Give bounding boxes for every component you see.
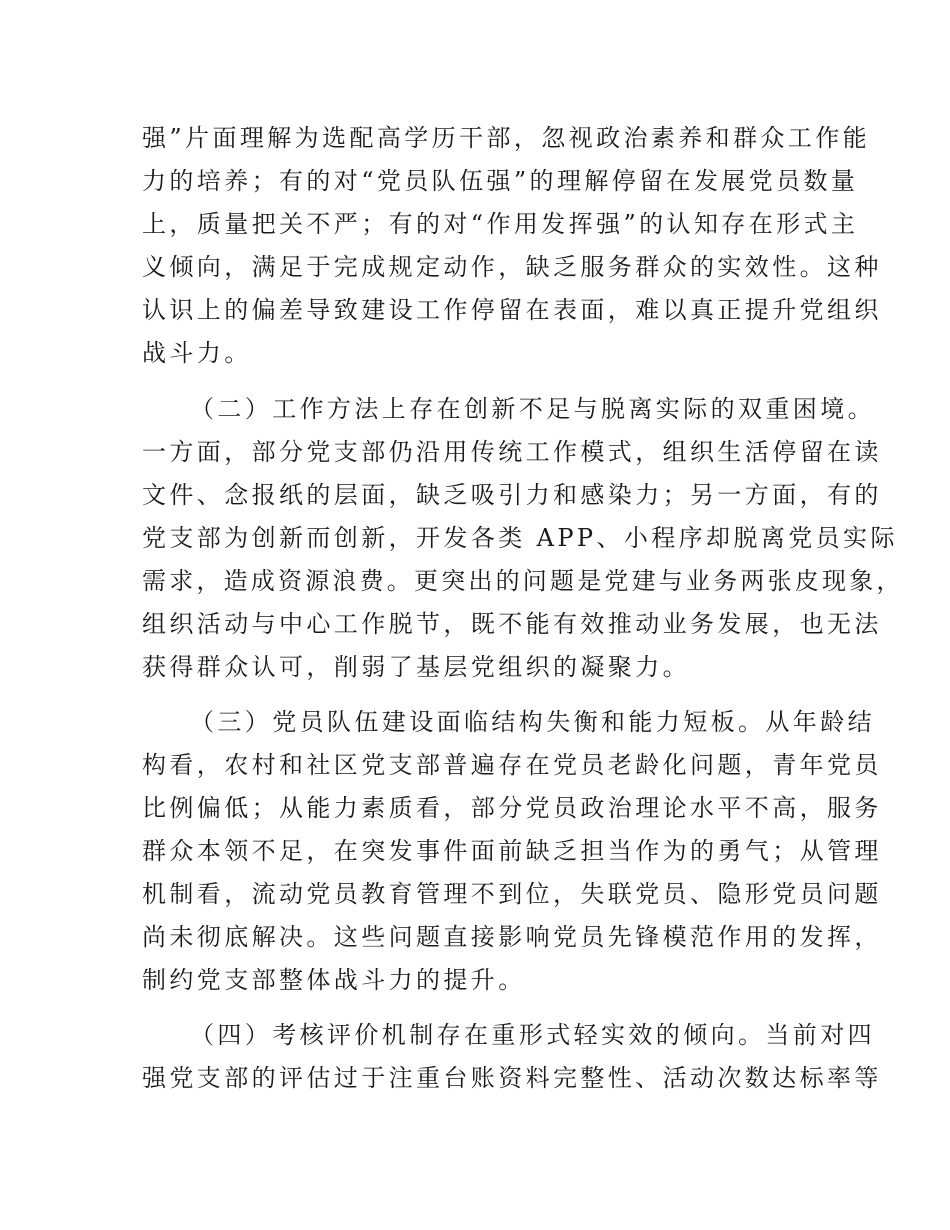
text-line: 获得群众认可，削弱了基层党组织的凝聚力。	[142, 653, 690, 681]
text-line: 强党支部的评估过于注重台账资料完整性、活动次数达标率等	[142, 1064, 882, 1092]
text-line: 力的培养；有的对“党员队伍强”的理解停留在发展党员数量	[142, 167, 859, 195]
text-line: 组织活动与中心工作脱节，既不能有效推动业务发展，也无法	[142, 610, 882, 638]
text-line: 一方面，部分党支部仍沿用传统工作模式，组织生活停留在读	[142, 438, 882, 466]
text-line: 认识上的偏差导致建设工作停留在表面，难以真正提升党组织	[142, 296, 882, 324]
text-line: （三）党员队伍建设面临结构失衡和能力短板。从年龄结	[190, 708, 875, 736]
text-line: 上，质量把关不严；有的对“作用发挥强”的认知存在形式主	[142, 210, 859, 238]
text-line: （二）工作方法上存在创新不足与脱离实际的双重困境。	[190, 395, 875, 423]
text-line: 文件、念报纸的层面，缺乏吸引力和感染力；另一方面，有的	[142, 481, 882, 509]
text-line: 构看，农村和社区党支部普遍存在党员老龄化问题，青年党员	[142, 751, 882, 779]
text-line: 强”片面理解为选配高学历干部，忽视政治素养和群众工作能	[142, 124, 871, 152]
text-line: 义倾向，满足于完成规定动作，缺乏服务群众的实效性。这种	[142, 253, 882, 281]
text-line: 群众本领不足，在突发事件面前缺乏担当作为的勇气；从管理	[142, 837, 882, 865]
text-line: 尚未彻底解决。这些问题直接影响党员先锋模范作用的发挥，	[142, 923, 882, 951]
text-line: （四）考核评价机制存在重形式轻实效的倾向。当前对四	[190, 1021, 875, 1049]
text-line: 制约党支部整体战斗力的提升。	[142, 966, 526, 994]
text-line: 比例偏低；从能力素质看，部分党员政治理论水平不高，服务	[142, 794, 882, 822]
text-line: 需求，造成资源浪费。更突出的问题是党建与业务两张皮现象，	[142, 567, 904, 595]
text-line: 战斗力。	[142, 339, 252, 367]
text-line: 党支部为创新而创新，开发各类 APP、小程序却脱离党员实际	[142, 524, 898, 552]
text-line: 机制看，流动党员教育管理不到位，失联党员、隐形党员问题	[142, 880, 882, 908]
